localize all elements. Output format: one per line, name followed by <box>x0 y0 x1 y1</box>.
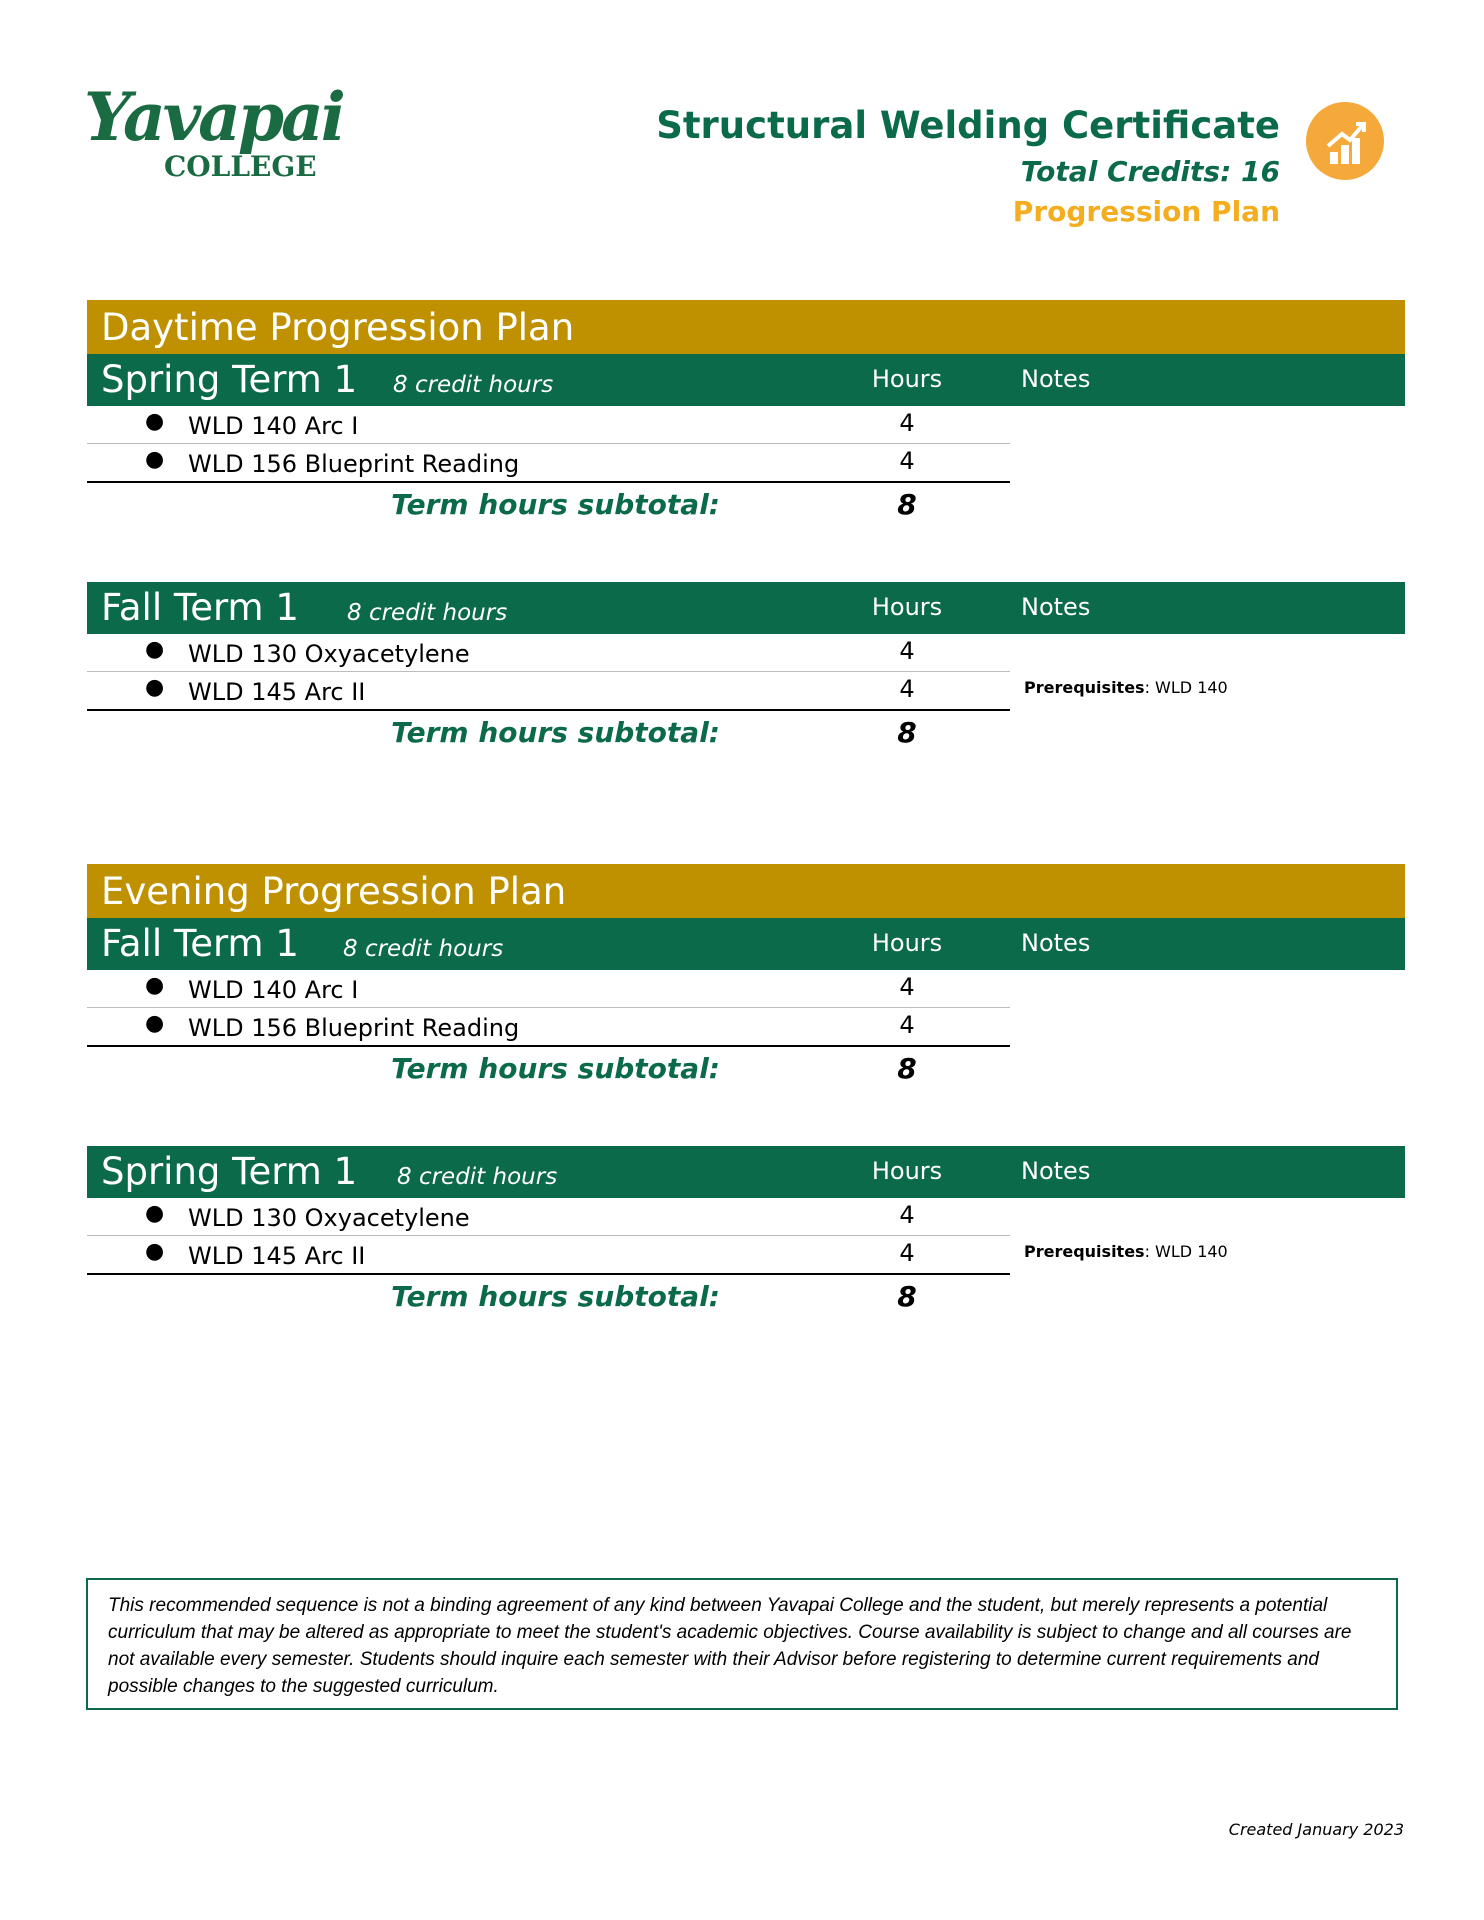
term-name: Spring Term 1 <box>101 358 358 401</box>
term-credits: 8 credit hours <box>397 1164 558 1190</box>
note-label: Prerequisites <box>1024 678 1145 697</box>
course-name: WLD 130 Oxyacetylene <box>188 1204 470 1232</box>
course-row <box>87 634 1010 672</box>
note-label: Prerequisites <box>1024 1242 1145 1261</box>
course-name: WLD 145 Arc II <box>188 678 366 706</box>
document-header <box>656 104 1280 232</box>
notes-column-header: Notes <box>1021 929 1091 957</box>
created-date: Created January 2023 <box>1228 1820 1404 1839</box>
plan-subtitle: Progression Plan <box>1012 195 1280 228</box>
daytime-plan-section <box>87 300 1405 527</box>
notes-column-header: Notes <box>1021 593 1091 621</box>
hours-column-header: Hours <box>871 593 943 621</box>
logo-script-text: Yavapai <box>84 78 343 156</box>
bullet-icon: ● <box>145 1201 165 1226</box>
term-header <box>87 582 1405 634</box>
evening-plan-section <box>87 864 1405 1091</box>
term-header <box>87 918 1405 970</box>
subtotal-value: 8 <box>897 1280 917 1313</box>
course-hours: 4 <box>899 1011 915 1039</box>
term-name: Spring Term 1 <box>101 1150 358 1193</box>
subtotal-value: 8 <box>897 1052 917 1085</box>
notes-column-header: Notes <box>1021 1157 1091 1185</box>
course-hours: 4 <box>899 409 915 437</box>
bullet-icon: ● <box>145 637 165 662</box>
bullet-icon: ● <box>145 1011 165 1036</box>
logo-sub-text: COLLEGE <box>164 150 317 183</box>
hours-column-header: Hours <box>871 1157 943 1185</box>
evening-term2-section <box>87 1146 1405 1319</box>
prerequisites-note <box>1024 678 1228 698</box>
course-hours: 4 <box>899 973 915 1001</box>
course-row <box>87 1236 1010 1275</box>
term-name: Fall Term 1 <box>101 922 299 965</box>
course-hours: 4 <box>899 675 915 703</box>
bullet-icon: ● <box>145 973 165 998</box>
course-name: WLD 140 Arc I <box>188 976 359 1004</box>
note-value: : WLD 140 <box>1144 678 1228 697</box>
course-name: WLD 140 Arc I <box>188 412 359 440</box>
growth-chart-icon <box>1306 102 1384 180</box>
daytime-term2-section <box>87 582 1405 755</box>
course-name: WLD 156 Blueprint Reading <box>188 1014 520 1042</box>
bullet-icon: ● <box>145 1239 165 1264</box>
course-name: WLD 156 Blueprint Reading <box>188 450 520 478</box>
subtotal-value: 8 <box>897 488 917 521</box>
notes-column-header: Notes <box>1021 365 1091 393</box>
subtotal-label: Term hours subtotal: <box>391 1052 720 1085</box>
disclaimer-box: This recommended sequence is not a binding agreement of any kind between Yavapai College and the student, but merely represents a potential curriculum that may be altered as appropriate to meet the student's academic objectives. Course availability is subject to change and all courses are not available every semester. Students should inquire each semester with their Advisor before registering to determine current requirements and possible changes to the suggested curriculum. <box>86 1578 1398 1710</box>
page-title: Structural Welding Certificate <box>656 104 1280 147</box>
plan-title: Evening Progression Plan <box>87 864 1405 918</box>
bullet-icon: ● <box>145 409 165 434</box>
course-name: WLD 130 Oxyacetylene <box>188 640 470 668</box>
course-row <box>87 444 1010 483</box>
term-credits: 8 credit hours <box>393 372 554 398</box>
college-logo <box>84 78 344 184</box>
hours-column-header: Hours <box>871 929 943 957</box>
subtotal-row <box>87 711 1010 755</box>
course-row <box>87 672 1010 711</box>
course-hours: 4 <box>899 447 915 475</box>
course-name: WLD 145 Arc II <box>188 1242 366 1270</box>
course-row <box>87 970 1010 1008</box>
term-header <box>87 354 1405 406</box>
term-credits: 8 credit hours <box>343 936 504 962</box>
total-credits: Total Credits: 16 <box>1020 155 1280 188</box>
subtotal-label: Term hours subtotal: <box>391 1280 720 1313</box>
term-name: Fall Term 1 <box>101 586 299 629</box>
hours-column-header: Hours <box>871 365 943 393</box>
subtotal-label: Term hours subtotal: <box>391 716 720 749</box>
course-row <box>87 1008 1010 1047</box>
term-header <box>87 1146 1405 1198</box>
bullet-icon: ● <box>145 447 165 472</box>
subtotal-row <box>87 1047 1010 1091</box>
prerequisites-note <box>1024 1242 1228 1262</box>
subtotal-label: Term hours subtotal: <box>391 488 720 521</box>
bullet-icon: ● <box>145 675 165 700</box>
subtotal-row <box>87 483 1010 527</box>
term-credits: 8 credit hours <box>347 600 508 626</box>
subtotal-row <box>87 1275 1010 1319</box>
plan-title: Daytime Progression Plan <box>87 300 1405 354</box>
course-hours: 4 <box>899 1201 915 1229</box>
course-hours: 4 <box>899 1239 915 1267</box>
course-row <box>87 406 1010 444</box>
subtotal-value: 8 <box>897 716 917 749</box>
course-row <box>87 1198 1010 1236</box>
course-hours: 4 <box>899 637 915 665</box>
note-value: : WLD 140 <box>1144 1242 1228 1261</box>
